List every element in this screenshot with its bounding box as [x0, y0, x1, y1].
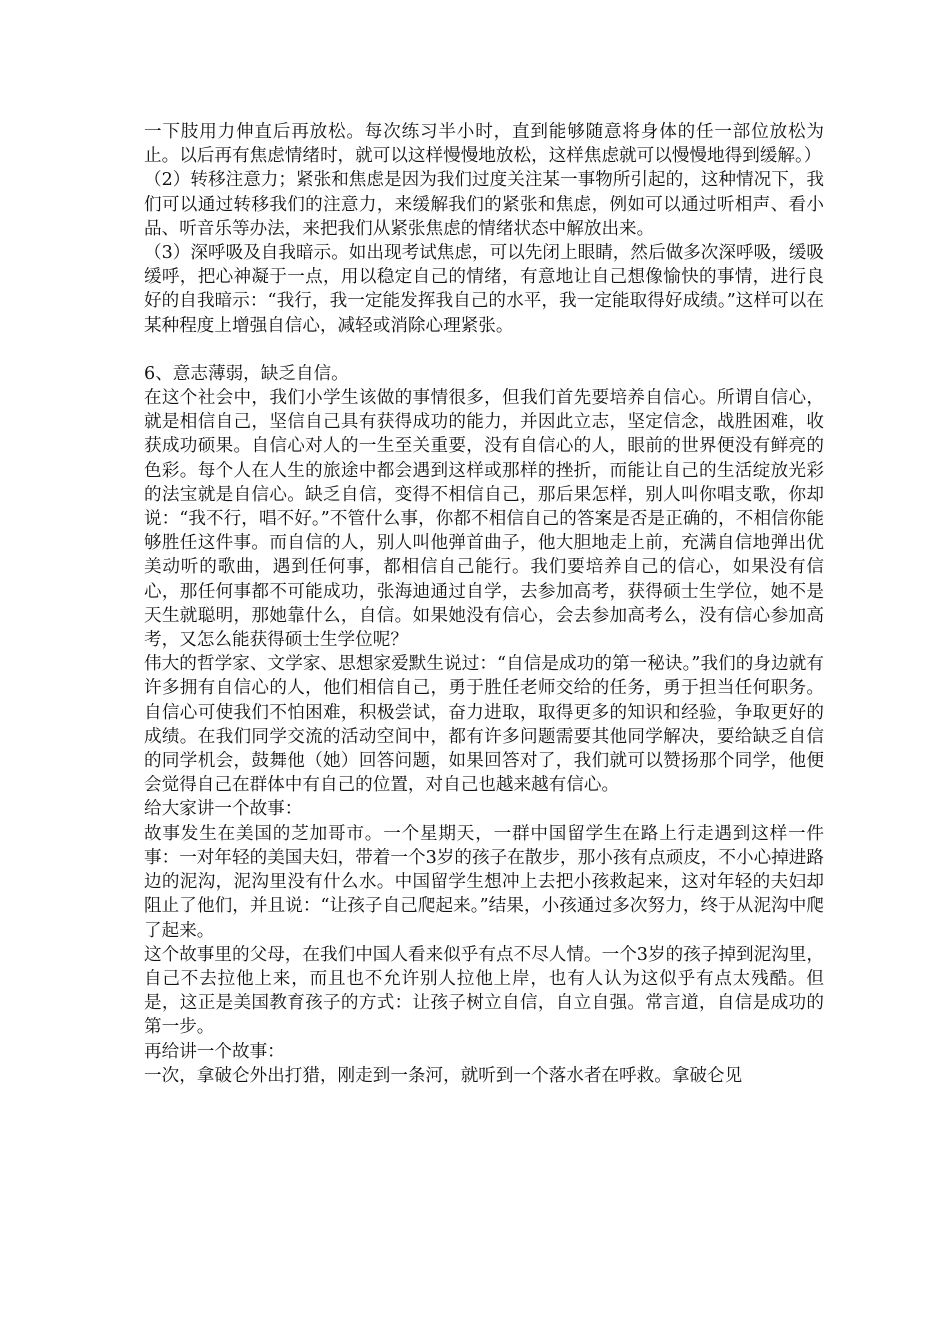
- paragraph-story-reflection: 这个故事里的父母，在我们中国人看来似乎有点不尽人情。一个3岁的孩子掉到泥沟里，自己不去拉他上来，而且也不允许别人拉他上岸，也有人认为这似乎有点太残酷。但是，这正是美国教育孩子的方式：让孩子树立自信，自立自强。常言道，自信是成功的第一步。: [144, 944, 824, 1038]
- paragraph-gap: [144, 338, 824, 362]
- paragraph-shift-attention: （2）转移注意力；紧张和焦虑是因为我们过度关注某一事物所引起的，这种情况下，我们可以通过转移我们的注意力，来缓解我们的紧张和焦虑，例如可以通过听相声、看小品、听音乐等办法，来把我们从紧张焦虑的情绪状态中解放出来。: [144, 170, 824, 239]
- paragraph-story-intro: 给大家讲一个故事：: [144, 799, 303, 820]
- document-page: [144, 120, 824, 1088]
- section-heading-confidence: 6、意志薄弱，缺乏自信。: [144, 363, 349, 384]
- paragraph-napoleon-story: 一次，拿破仑外出打猎，刚走到一条河，就听到一个落水者在呼救。拿破仑见: [144, 1065, 743, 1086]
- paragraph-second-story-intro: 再给讲一个故事：: [144, 1041, 285, 1062]
- paragraph-deep-breathing: （3）深呼吸及自我暗示。如出现考试焦虑，可以先闭上眼睛，然后做多次深呼吸，缓吸缓呼，把心神凝于一点，用以稳定自己的情绪，有意地让自己想像愉快的事情，进行良好的自我暗示：“我行，我一定能发挥我自己的水平，我一定能取得好成绩。”这样可以在某种程度上增强自信心，减轻或消除心理紧张。: [144, 243, 824, 336]
- paragraph-emerson-quote: 伟大的哲学家、文学家、思想家爱默生说过：“自信是成功的第一秘诀。”我们的身边就有许多拥有自信心的人，他们相信自己，勇于胜任老师交给的任务，勇于担当任何职务。自信心可使我们不怕困难，积极尝试，奋力进取，取得更多的知识和经验，争取更好的成绩。在我们同学交流的活动空间中，都有许多问题需要其他同学解决，要给缺乏自信的同学机会，鼓舞他（她）回答问题，如果回答对了，我们就可以赞扬那个同学，他便会觉得自己在群体中有自己的位置，对自己也越来越有信心。: [144, 654, 824, 796]
- paragraph-self-confidence: 在这个社会中，我们小学生该做的事情很多，但我们首先要培养自信心。所谓自信心，就是相信自己，坚信自己具有获得成功的能力，并因此立志，坚定信念，战胜困难，收获成功硕果。自信心对人的一生至关重要，没有自信心的人，眼前的世界便没有鲜亮的色彩。每个人在人生的旅途中都会遇到这样或那样的挫折，而能让自己的生活绽放光彩的法宝就是自信心。缺乏自信，变得不相信自己，那后果怎样，别人叫你唱支歌，你却说：“我不行，唱不好。”不管什么事，你都不相信自己的答案是否是正确的，不相信你能够胜任这件事。而自信的人，别人叫他弹首曲子，他大胆地走上前，充满自信地弹出优美动听的歌曲，遇到任何事，都相信自己能行。我们要培养自己的信心，如果没有信心，那任何事都不可能成功，张海迪通过自学，去参加高考，获得硕士生学位，她不是天生就聪明，那她靠什么，自信。如果她没有信心，会去参加高考么，没有信心参加高考，又怎么能获得硕士生学位呢？: [144, 388, 824, 651]
- paragraph-chicago-story: 故事发生在美国的芝加哥市。一个星期天，一群中国留学生在路上行走遇到这样一件事：一对年轻的美国夫妇，带着一个3岁的孩子在散步，那小孩有点顽皮，不小心掉进路边的泥沟，泥沟里没有什么水。中国留学生想冲上去把小孩救起来，这对年轻的夫妇却阻止了他们，并且说：“让孩子自己爬起来。”结果，小孩通过多次努力，终于从泥沟中爬了起来。: [144, 823, 824, 941]
- paragraph-relaxation-end: 一下肢用力伸直后再放松。每次练习半小时，直到能够随意将身体的任一部位放松为止。以后再有焦虑情绪时，就可以这样慢慢地放松，这样焦虑就可以慢慢地得到缓解。）: [144, 122, 824, 167]
